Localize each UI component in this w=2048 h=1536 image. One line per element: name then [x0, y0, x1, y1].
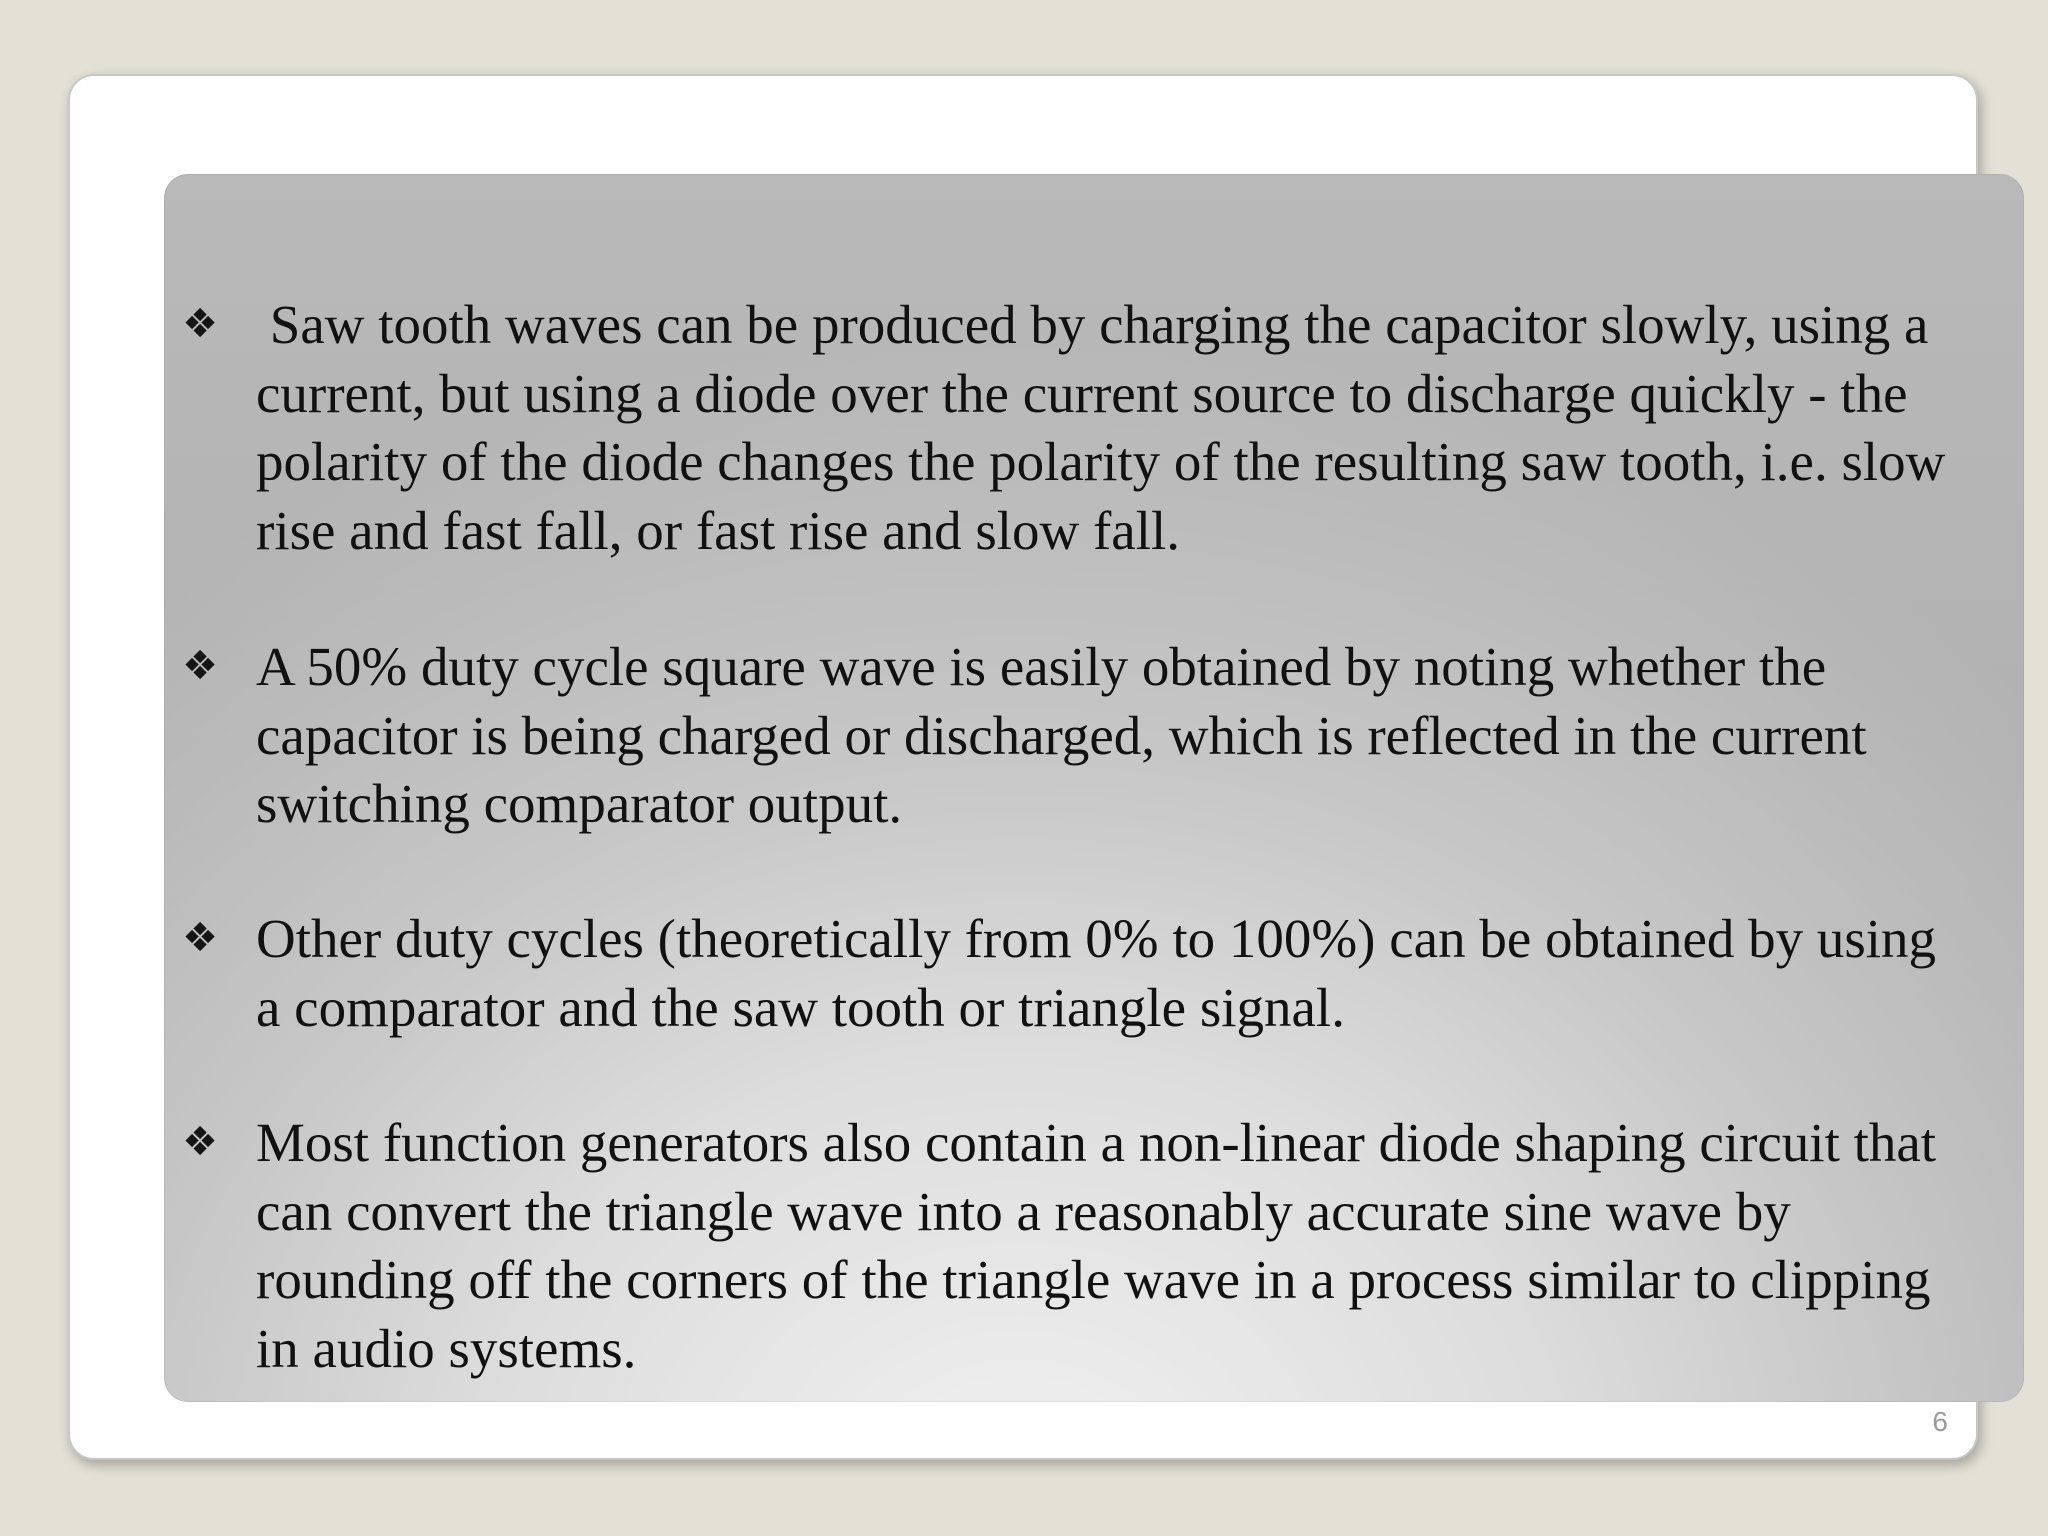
- bullet-text: A 50% duty cycle square wave is easily obtained by noting whether the capacitor is being charged or discharged, which is reflected in the current switching comparator output.: [256, 636, 1867, 834]
- slide-number: 6: [1932, 1406, 1948, 1437]
- bullet-text: Most function generators also contain a non-linear diode shaping circuit that can convert the triangle wave into a reasonably accurate sine wave by rounding off the corners of the triangle wave in a process similar to clipping in audio systems.: [256, 1112, 1937, 1379]
- bullet-item: [182, 291, 1960, 565]
- diamond-bullet-icon: ❖: [182, 643, 218, 689]
- bullet-item: [182, 1109, 1956, 1383]
- content-panel: [164, 174, 2024, 1402]
- bullet-text: Saw tooth waves can be produced by charging the capacitor slowly, using a current, but using a diode over the current source to discharge quickly - the polarity of the diode changes the polarity of the resulting saw tooth, i.e. slow rise and fast fall, or fast rise and slow fall.: [256, 294, 1960, 561]
- diamond-bullet-icon: ❖: [182, 1119, 218, 1165]
- bullet-item: [182, 633, 1956, 839]
- diamond-bullet-icon: ❖: [182, 915, 218, 961]
- bullet-text: Other duty cycles (theoretically from 0% to 100%) can be obtained by using a comparator and the saw tooth or triangle signal.: [256, 908, 1937, 1038]
- diamond-bullet-icon: ❖: [182, 301, 218, 347]
- slide: [68, 74, 1978, 1460]
- bullet-item: [182, 905, 1956, 1042]
